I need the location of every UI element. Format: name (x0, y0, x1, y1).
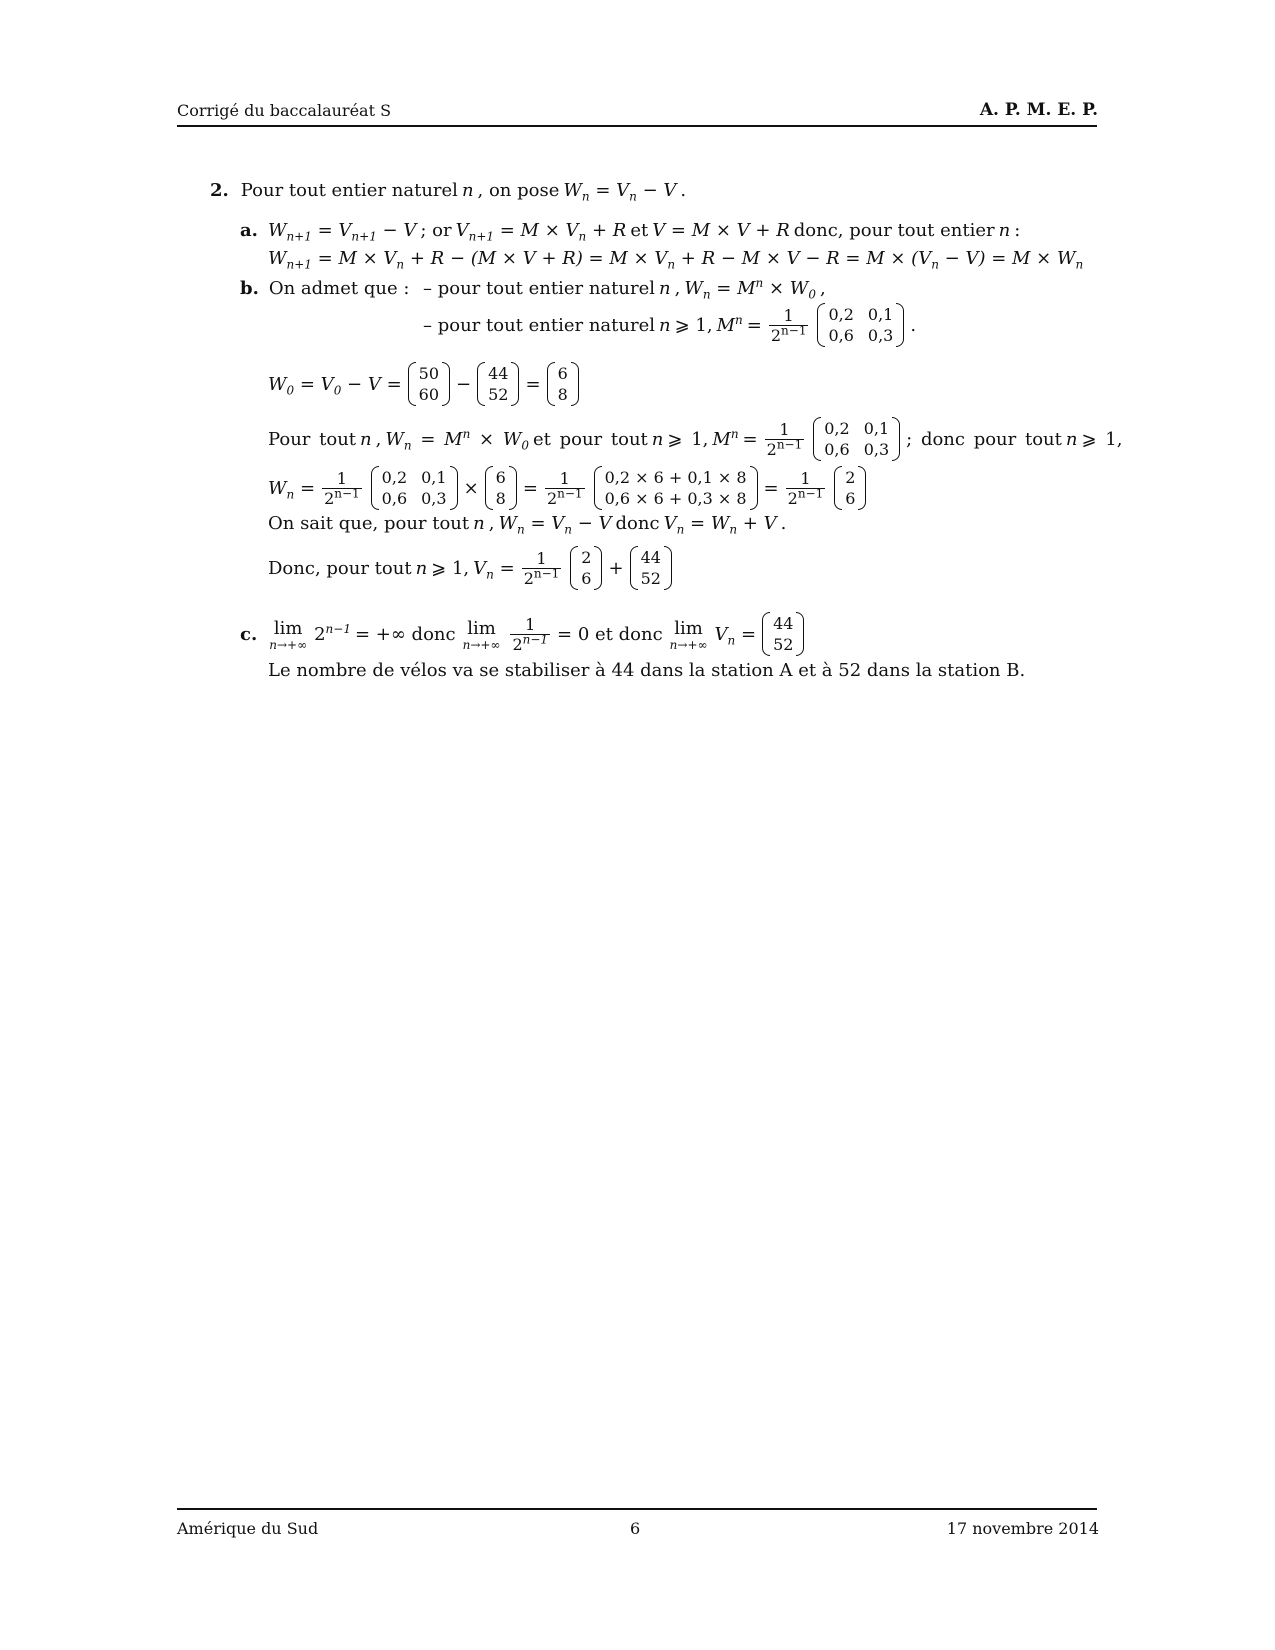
matrix-cell: 52 (640, 569, 661, 588)
matrix-m (813, 417, 900, 461)
matrix-cell: 8 (495, 489, 506, 508)
fraction: $\frac{1}{2^{n-1}}$ (770, 305, 807, 345)
matrix-mw (594, 466, 758, 510)
part-a-line-2: $W_{n+1} = M \times V_n + R - (M \times V + R) = M \times V_n + R - M \times V - R = M \times (V_n - V) = M \times W_n$ (268, 248, 1084, 272)
math-vn-def: $V_n = W_n + V$ (663, 513, 777, 537)
admet-text: On admet que : (268, 278, 410, 299)
math-w0: $W_0 = V_0 - V$ = (268, 373, 402, 398)
matrix-m (371, 466, 458, 510)
matrix-cell: 0,6 (828, 326, 854, 345)
period: . (780, 513, 787, 534)
part-b-w0 (268, 362, 581, 406)
period: . (910, 314, 917, 336)
geq-1: ⩾ 1, (674, 314, 713, 336)
matrix-cell: 0,6 (824, 440, 850, 459)
matrix-cell: 6 (495, 468, 506, 487)
math-wn-def: $W_n = V_n - V$ (563, 180, 677, 204)
limit: lim n→+∞ (462, 617, 501, 652)
header-rule (177, 125, 1097, 127)
footer-rule (177, 1508, 1097, 1510)
et-pour-tout-text: et pour tout (533, 428, 648, 450)
minus: − (456, 373, 472, 395)
math-vn: $V_n$ = (714, 623, 757, 648)
matrix-cell: 60 (418, 385, 440, 404)
matrix-cell: 52 (488, 385, 509, 404)
math-wn-mn: $W_n = M^n \times W_0$ (385, 426, 529, 453)
matrix-cell: 0,6 (381, 489, 408, 508)
math-n: n (651, 428, 664, 450)
matrix-cell: 0,1 (867, 305, 894, 324)
math-vn: $V_n$ = (473, 557, 515, 582)
equals: = (742, 428, 758, 450)
conclusion: Le nombre de vélos va se stabiliser à 44 dans la station A et à 52 dans la station B. (268, 660, 1026, 681)
math-v: V = M × V + R (652, 220, 790, 241)
part-b-line-1 (240, 278, 409, 299)
matrix-cell: 50 (418, 364, 440, 383)
part-c-limits (240, 612, 806, 656)
part-b-wn-calc (268, 466, 868, 510)
part-b-dash-2 (423, 303, 916, 347)
intro-text: Pour tout entier naturel (240, 180, 458, 201)
limit: lim n→+∞ (669, 617, 708, 652)
math-n: n (360, 428, 372, 450)
geq-1: ⩾ 1, (667, 428, 709, 450)
donc-pour-text: Donc, pour tout (268, 557, 412, 579)
pour-tout-text: Pour tout (268, 428, 357, 450)
matrix-cell: 0,2 (824, 419, 850, 438)
fraction: $\frac{1}{2^{n-1}}$ (324, 468, 360, 508)
matrix-cell: 0,2 (381, 468, 408, 487)
matrix-cell: 6 (557, 364, 568, 383)
question-number: 2. (210, 180, 229, 201)
matrix-cell: 52 (773, 635, 794, 654)
part-b-pour-tout (268, 417, 1122, 461)
math-n: n (659, 278, 671, 299)
math-wn-def: $W_n = V_n - V$ (498, 513, 612, 537)
colon: : (1014, 220, 1021, 241)
matrix-m (817, 303, 904, 347)
donc-text: donc (615, 513, 660, 534)
matrix-w0 (547, 362, 579, 406)
footer-location: Amérique du Sud (177, 1519, 319, 1538)
limit-subscript: n→+∞ (269, 637, 308, 652)
geq-1: ⩾ 1, (1081, 428, 1123, 450)
matrix-cell: 8 (557, 385, 568, 404)
or-text: ; or (420, 220, 452, 241)
fraction: $\frac{1}{2^{n-1}}$ (546, 468, 583, 508)
dash-text-2: – pour tout entier naturel (423, 314, 655, 336)
matrix-v (477, 362, 519, 406)
donc-text: donc, pour tout entier (793, 220, 995, 241)
equals: = (522, 477, 538, 499)
footer-date: 17 novembre 2014 (946, 1519, 1099, 1538)
page-number: 6 (630, 1519, 641, 1538)
math-n: n (659, 314, 671, 336)
part-b-on-sait (268, 513, 787, 537)
matrix-cell: 0,6 × 6 + 0,3 × 8 (604, 489, 747, 508)
matrix-cell: 0,2 × 6 + 0,1 × 8 (604, 468, 747, 487)
math-wn: $W_n$ = (268, 477, 316, 502)
header-title: Corrigé du baccalauréat S (177, 101, 392, 120)
et-text: et (630, 220, 649, 241)
limit-subscript: n→+∞ (462, 637, 501, 652)
matrix-cell: 0,1 (421, 468, 447, 487)
limit: lim n→+∞ (269, 617, 308, 652)
math-n: n (461, 180, 474, 201)
equals: = (746, 314, 762, 336)
part-b-vn (268, 546, 674, 590)
math-n: n (1065, 428, 1078, 450)
math-n: n (998, 220, 1011, 241)
math-mn: $M^n$ (712, 426, 739, 450)
matrix-cell: 0,3 (863, 440, 890, 459)
fraction: $\frac{1}{2^{n-1}}$ (523, 548, 560, 588)
plus: + (608, 557, 624, 579)
donc-pour-tout-text: ; donc pour tout (906, 428, 1062, 450)
math-mn: $M^n$ (716, 312, 743, 336)
comma: , (488, 513, 495, 534)
limit-subscript: n→+∞ (669, 637, 708, 652)
equals: = (763, 477, 779, 499)
part-b-dash-1 (423, 276, 826, 302)
part-c-label: c. (240, 623, 258, 645)
plus-inf-text: = +∞ donc (354, 623, 456, 645)
math-wn1: $W_{n+1} = V_{n+1} - V$ (267, 220, 417, 244)
matrix-wn (834, 466, 866, 510)
on-sait-text: On sait que, pour tout (268, 513, 470, 534)
zero-et-donc-text: = 0 et donc (557, 623, 663, 645)
matrix-cell: 44 (773, 614, 794, 633)
part-b-label: b. (240, 278, 259, 299)
header-org: A. P. M. E. P. (979, 100, 1098, 120)
matrix-wn (570, 546, 602, 590)
geq-1: ⩾ 1, (431, 557, 470, 579)
part-a-label: a. (240, 220, 258, 241)
part-a-line-1 (240, 220, 1021, 244)
math-n: n (473, 513, 485, 534)
math-wn-mn: $W_n = M^n \times W_0$ (684, 276, 816, 302)
matrix-cell: 44 (488, 364, 509, 383)
matrix-cell: 0,3 (867, 326, 894, 345)
equals: = (525, 373, 541, 395)
intro-text-2: , on pose (477, 180, 560, 201)
matrix-v (762, 612, 804, 656)
math-power: $2^{n-1}$ (314, 621, 351, 645)
fraction: $\frac{1}{2^{n-1}}$ (512, 614, 549, 654)
matrix-w0 (485, 466, 517, 510)
matrix-cell: 2 (581, 548, 592, 567)
dash-text-1: – pour tout entier naturel (423, 278, 655, 299)
times: × (463, 477, 479, 499)
matrix-cell: 6 (845, 489, 856, 508)
matrix-cell: 6 (581, 569, 592, 588)
period: . (680, 180, 687, 201)
matrix-cell: 44 (640, 548, 661, 567)
fraction: $\frac{1}{2^{n-1}}$ (787, 468, 824, 508)
comma: , (819, 278, 826, 299)
matrix-v0 (408, 362, 450, 406)
matrix-cell: 0,2 (828, 305, 854, 324)
matrix-v (630, 546, 672, 590)
math-vn1: $V_{n+1} = M \times V_n + R$ (455, 220, 627, 244)
matrix-cell: 0,1 (863, 419, 890, 438)
fraction: $\frac{1}{2^{n-1}}$ (766, 419, 803, 459)
comma: , (375, 428, 382, 450)
matrix-cell: 2 (845, 468, 856, 487)
comma: , (674, 278, 681, 299)
matrix-cell: 0,3 (421, 489, 447, 508)
question-2-intro (210, 180, 687, 204)
math-n: n (415, 557, 428, 579)
